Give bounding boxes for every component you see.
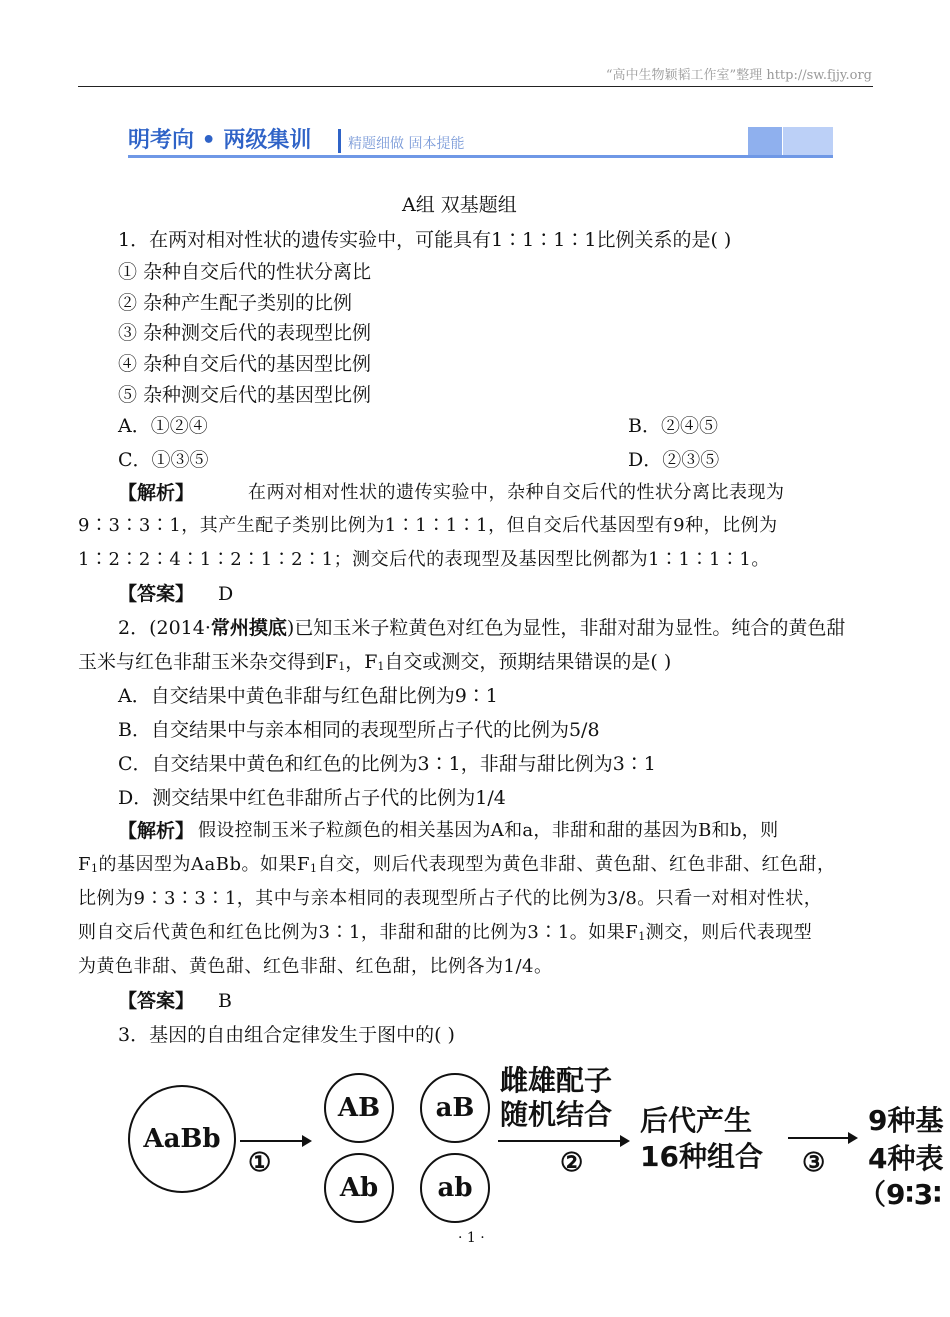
step-2-label: ② <box>560 1148 584 1178</box>
q1-analysis-line-1: 在两对相对性状的遗传实验中，杂种自交后代的性状分离比表现为 <box>248 482 785 503</box>
q2-answer-label: 【答案】 <box>118 990 195 1012</box>
q3-stem: 3．基因的自由组合定律发生于图中的( ) <box>118 1024 455 1046</box>
step-2-text-line-2: 随机结合 <box>500 1098 613 1131</box>
q2-analysis-part: 则自交后代黄色和红色比例为3∶1，非甜和甜的比例为3∶1。如果F <box>78 922 639 943</box>
q2-analysis-part: F <box>78 854 91 875</box>
q2-option-c: C．自交结果中黄色和红色的比例为3∶1，非甜与甜比例为3∶1 <box>118 753 656 775</box>
q2-answer: B <box>218 990 232 1012</box>
banner-decor-block-light <box>783 127 833 155</box>
subscript: 1 <box>377 660 385 673</box>
q1-item-2: ② 杂种产生配子类别的比例 <box>118 292 353 314</box>
q2-analysis-part: 自交，则后代表现型为黄色非甜、黄色甜、红色非甜、红色甜， <box>317 854 836 875</box>
banner-subtitle: 精题细做 固本提能 <box>348 136 465 152</box>
step-3-text-line-1: 后代产生 <box>640 1104 753 1137</box>
banner-separator <box>338 129 341 153</box>
q1-analysis-line-2: 9∶3∶3∶1，其产生配子类别比例为1∶1∶1∶1，但自交后代基因型有9种，比例为 <box>78 515 778 536</box>
gamete-circle-AB: AB <box>324 1073 394 1143</box>
q2-analysis-label: 【解析】 <box>118 820 195 842</box>
parent-genotype-circle: AaBb <box>128 1085 236 1193</box>
q1-item-3: ③ 杂种测交后代的表现型比例 <box>118 322 372 344</box>
banner-decor-block <box>748 127 782 155</box>
q2-stem-part: 玉米与红色非甜玉米杂交得到F <box>78 651 339 673</box>
section-title: A组 双基题组 <box>402 194 517 216</box>
step-3-text-line-2: 16种组合 <box>640 1140 763 1173</box>
header-rule <box>78 86 873 87</box>
subscript: 1 <box>338 660 346 673</box>
step-1-label: ① <box>248 1148 272 1178</box>
page-header-source: “高中生物颖韬工作室”整理 http://sw.fjjy.org <box>605 68 872 83</box>
subscript: 1 <box>91 862 99 875</box>
subscript: 1 <box>638 930 646 943</box>
q2-analysis-line-4 <box>78 921 812 949</box>
q1-item-1: ① 杂种自交后代的性状分离比 <box>118 261 372 283</box>
q2-source: 常州摸底 <box>210 617 287 639</box>
q1-option-a: A．①②④ <box>118 415 208 437</box>
q1-analysis-label: 【解析】 <box>118 482 195 504</box>
q2-analysis-line-1: 假设控制玉米子粒颜色的相关基因为A和a，非甜和甜的基因为B和b，则 <box>198 820 779 841</box>
q2-option-b: B．自交结果中与亲本相同的表现型所占子代的比例为5/8 <box>118 719 600 741</box>
banner-underline <box>128 155 833 158</box>
q2-stem-prefix: 2．(2014· <box>118 617 211 639</box>
banner-title: 明考向 • 两级集训 <box>128 128 312 153</box>
q2-option-d: D．测交结果中红色非甜所占子代的比例为1/4 <box>118 787 506 809</box>
q2-option-a: A．自交结果中黄色非甜与红色甜比例为9∶1 <box>118 685 498 707</box>
arrow-1 <box>240 1140 310 1142</box>
q1-item-5: ⑤ 杂种测交后代的基因型比例 <box>118 384 372 406</box>
q2-analysis-line-2 <box>78 853 835 881</box>
step-2-text-line-1: 雌雄配子 <box>500 1064 613 1097</box>
q2-stem-line-1 <box>118 616 845 640</box>
arrow-2 <box>498 1140 628 1142</box>
step-3-label: ③ <box>802 1148 826 1178</box>
result-text-line-2: 4种表 <box>868 1142 944 1175</box>
page-number: · 1 · <box>458 1230 485 1246</box>
q1-answer-label: 【答案】 <box>118 583 195 605</box>
gamete-circle-ab: ab <box>420 1153 490 1223</box>
q1-answer: D <box>218 583 234 605</box>
q2-analysis-line-3: 比例为9∶3∶3∶1，其中与亲本相同的表现型所占子代的比例为3/8。只看一对相对性状， <box>78 888 823 909</box>
q2-stem-text: )已知玉米子粒黄色对红色为显性，非甜对甜为显性。纯合的黄色甜 <box>286 617 846 639</box>
q2-stem-part: 自交或测交，预期结果错误的是( ) <box>384 651 672 673</box>
result-text-line-3: （9∶3∶ <box>858 1178 942 1211</box>
subscript: 1 <box>309 862 318 875</box>
section-banner <box>128 127 833 159</box>
q2-analysis-line-5: 为黄色非甜、黄色甜、红色非甜、红色甜，比例各为1/4。 <box>78 956 553 977</box>
q2-analysis-part: 测交，则后代表现型 <box>645 922 813 943</box>
q1-option-d: D．②③⑤ <box>628 449 720 471</box>
result-text-line-1: 9种基 <box>868 1104 944 1137</box>
q2-stem-part: ，F <box>345 651 378 673</box>
q1-analysis-line-3: 1∶2∶2∶4∶1∶2∶1∶2∶1；测交后代的表现型及基因型比例都为1∶1∶1∶1。 <box>78 549 770 570</box>
q1-option-c: C．①③⑤ <box>118 449 209 471</box>
q1-item-4: ④ 杂种自交后代的基因型比例 <box>118 353 372 375</box>
q1-option-b: B．②④⑤ <box>628 415 718 437</box>
q2-stem-line-2 <box>78 650 671 679</box>
gamete-circle-Ab: Ab <box>324 1153 394 1223</box>
arrow-3 <box>788 1137 856 1139</box>
q1-stem: 1．在两对相对性状的遗传实验中，可能具有1∶1∶1∶1比例关系的是( ) <box>118 229 732 251</box>
gamete-circle-aB: aB <box>420 1073 490 1143</box>
q2-analysis-part: 的基因型为AaBb。如果F <box>98 854 310 875</box>
